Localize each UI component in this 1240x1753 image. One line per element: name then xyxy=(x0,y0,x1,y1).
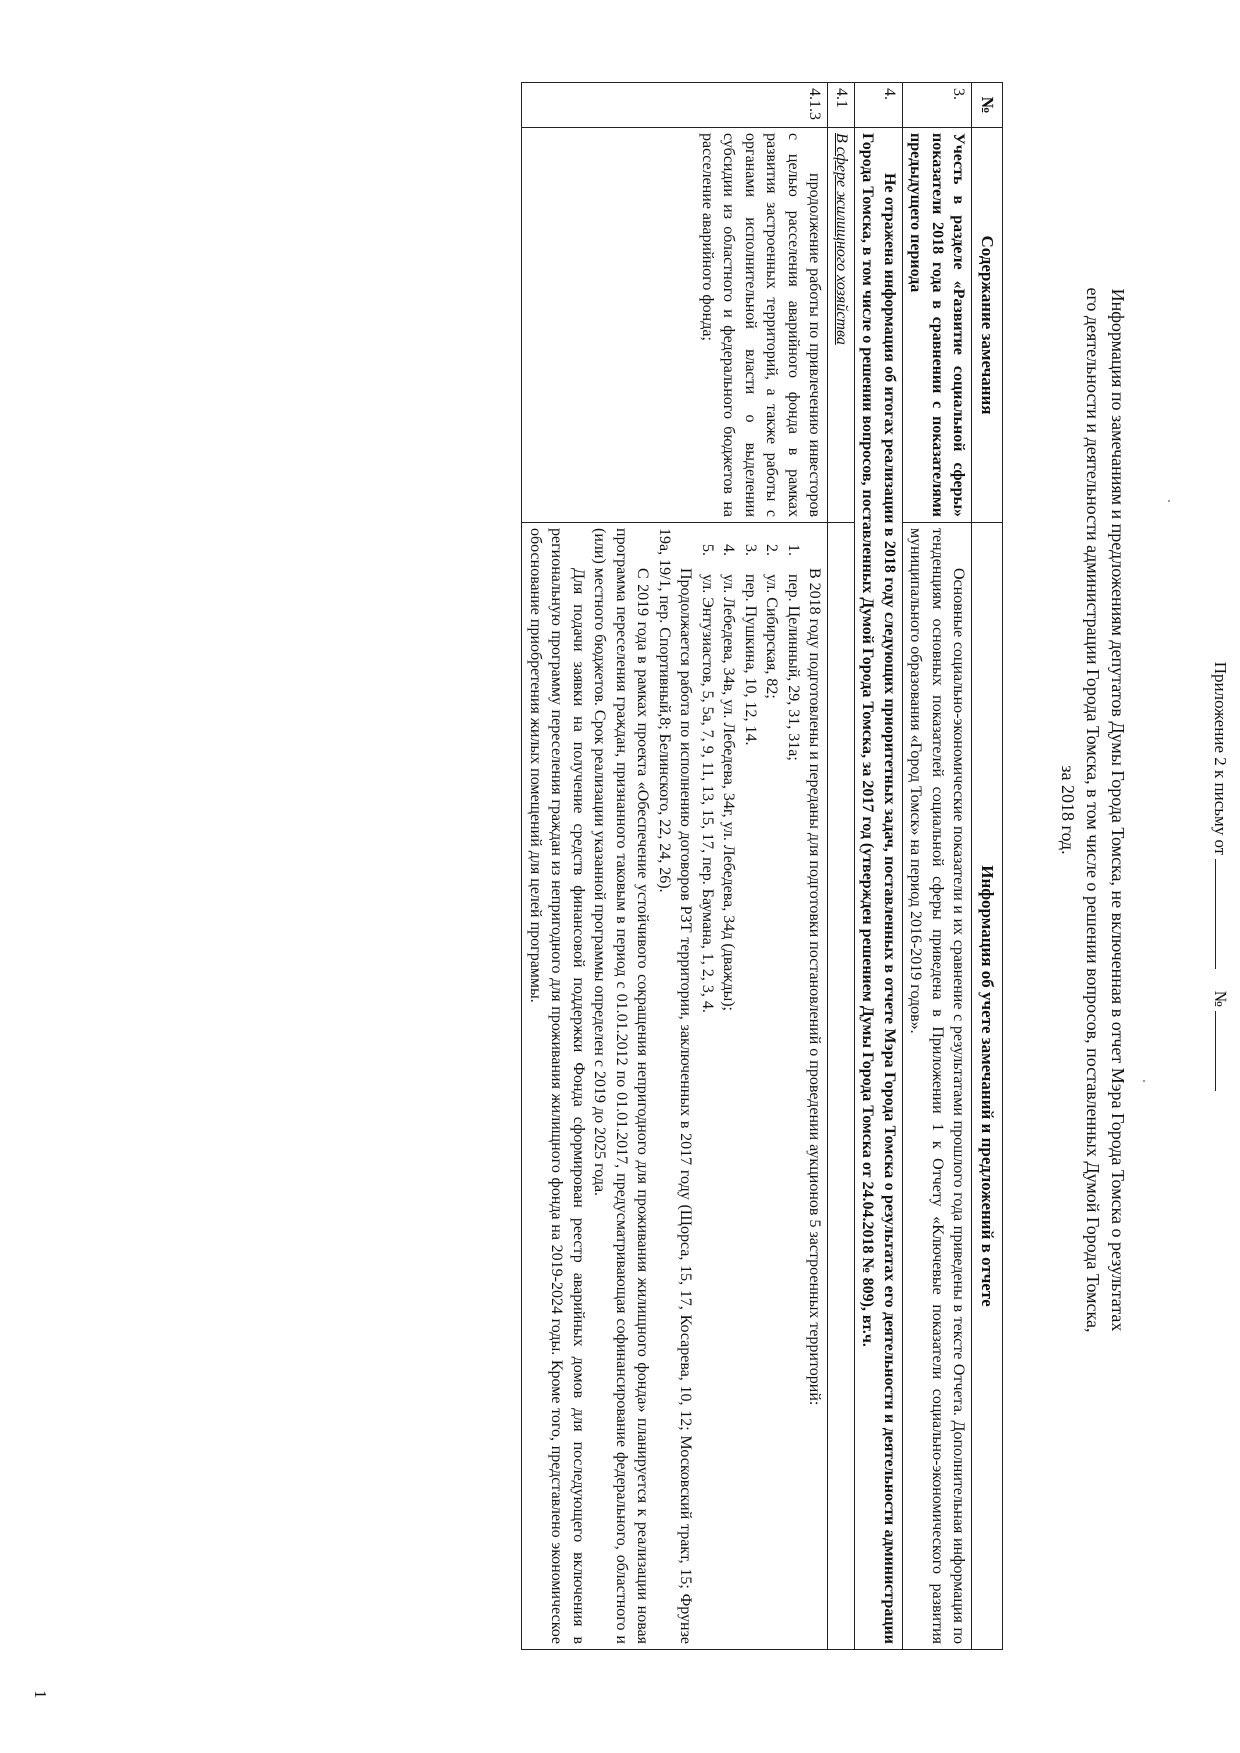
row-3-number: 3. xyxy=(903,83,973,128)
row-4-1-section: В сфере жилищного хозяйства xyxy=(828,128,855,523)
row-4-1-3-remark: продолжение работы по привлечению инвесторов с целью расселения аварийного фонда в рамках развития застроенных территорий, а также работы с органами исполнительной власти о выделении субсидии из областного и федерального бюджетов на расселение аварийного фонда; xyxy=(522,128,828,523)
table-header-row xyxy=(972,83,1003,1650)
row-4-1-number: 4.1 xyxy=(828,83,855,128)
table-row-3 xyxy=(903,83,973,1650)
row-4-1-empty xyxy=(828,523,855,1650)
table-row-4-1 xyxy=(828,83,855,1650)
row-3-remark: Учесть в разделе «Развитие социальной сферы» показатели 2018 года в сравнении с показателями предыдущего периода xyxy=(903,128,973,523)
title-line-2: его деятельности и деятельности администрации Города Томска, в том числе о решении вопросов, поставленных Думой Города Томска, xyxy=(1083,287,1103,1333)
scan-speck xyxy=(1168,500,1170,502)
list-item: 5.ул. Энтузиастов, 5, 5а, 7, 9, 11, 13, 15, 17, пер. Баумана, 1, 2, 3, 4. xyxy=(699,544,716,1013)
info-paragraph-1: В 2018 году подготовлены и переданы для подготовки постановлений о проведении аукционов 5 застроенных территорий: xyxy=(806,568,824,1406)
row-4-number: 4. xyxy=(855,83,903,128)
list-item: 4.ул. Лебедева, 34в, ул. Лебедева, 34г, ул. Лебедева, 34д (дважды); xyxy=(720,544,738,1011)
number-blank xyxy=(1215,1011,1230,1091)
date-blank xyxy=(1215,859,1230,969)
info-paragraph-2: Продолжается работа по исполнению договоров РЗТ территории, заключенных в 2017 году (Щорса, 15, 17, Косарева, 10, 12; Московский тракт, 15; Фрунзе 19а, 19/1, пер. Спортивный,8; Белинского, 22, 24, 26). xyxy=(656,528,695,1644)
appendix-header xyxy=(1210,0,1230,1753)
title-line-3: за 2018 год. xyxy=(1058,765,1078,855)
list-item: 1.пер. Целинный, 29, 31, 31а; xyxy=(785,544,802,761)
row-4-1-3-number: 4.1.3 xyxy=(522,83,828,128)
col-header-number: № xyxy=(972,83,1003,128)
appendix-label: Приложение 2 к письму от xyxy=(1211,661,1230,856)
info-paragraph-4: Для подачи заявки на получение средств финансовой поддержки Фонда сформирован реестр аварийных домов для последующего включения в региональную программу переселения граждан из непригодного для проживания жилищного фонда на 2019-2024 годы. Кроме того, представлено экономическое обоснование приобретения жилых помещений для целей программы. xyxy=(527,528,587,1644)
col-header-remark: Содержание замечания xyxy=(972,128,1003,523)
row-3-info: Основные социально-экономические показатели и их сравнение с результатами прошлого года приведены в тексте Отчета. Дополнительная информация по тенденциям основных показателей социальной сферы приведена в Приложении 1 к Отчету «Ключевые показатели социально-экономического развития муниципального образования «Город Томск» на период 2016-2019 годов». xyxy=(903,523,973,1650)
document-title xyxy=(1055,100,1130,1520)
row-4-1-3-info xyxy=(522,523,828,1650)
col-header-info: Информация об учете замечаний и предложений в отчете xyxy=(972,523,1003,1650)
list-item: 3.пер. Пушкина, 10, 12, 14. xyxy=(742,544,759,746)
title-line-1: Информация по замечаниям и предложениям депутатов Думы Города Томска, не включенная в отчет Мэра Города Томска о результатах xyxy=(1108,288,1128,1332)
table-row-4 xyxy=(855,83,903,1650)
number-label: № xyxy=(1211,990,1230,1007)
scan-speck xyxy=(1143,1080,1145,1082)
page-number: 1 xyxy=(31,1690,50,1699)
remarks-table xyxy=(522,82,1004,1650)
info-paragraph-3: С 2019 года в рамках проекта «Обеспечение устойчивого сокращения непригодного для проживания жилищного фонда» планируется к реализации новая программа переселения граждан, признанного таковым в период с 01.01.2012 по 01.01.2017, предусматривающая софинансирование федерального, областного и (или) местного бюджетов. Срок реализации указанной программы определен с 2019 до 2025 года. xyxy=(591,528,652,1644)
row-4-text: Не отражена информация об итогах реализации в 2018 году следующих приоритетных задач, поставленных в отчете Мэра Города Томска о результатах его деятельности и деятельности администрации Города Томска, в том числе о решении вопросов, поставленных Думой Города Томска, за 2017 год (утвержден решением Думы Города Томска от 24.04.2018 № 809), вт.ч. xyxy=(855,128,903,1650)
list-item: 2.ул. Сибирская, 82; xyxy=(763,544,781,699)
table-row-4-1-3 xyxy=(522,83,828,1650)
territory-list xyxy=(697,528,805,1644)
